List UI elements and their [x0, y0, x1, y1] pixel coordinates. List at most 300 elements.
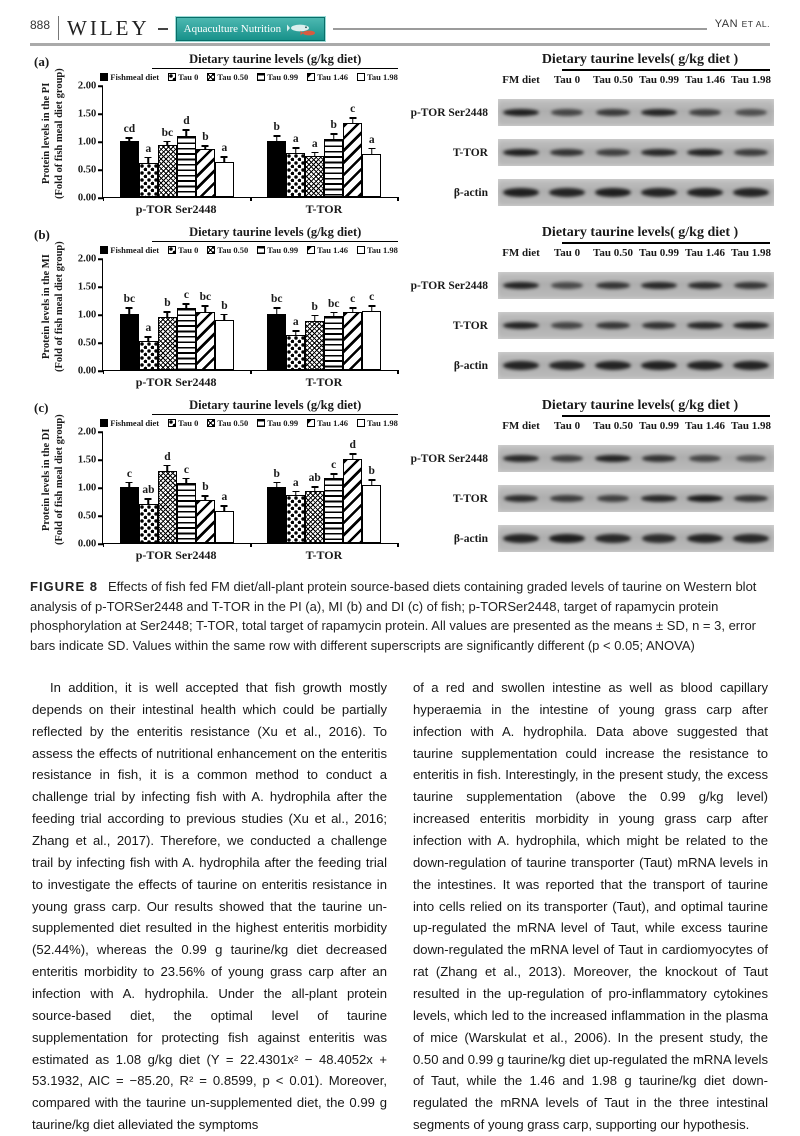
x-category-label: T-TOR [305, 548, 343, 562]
bar-fill [343, 459, 362, 543]
blot-row [402, 485, 782, 512]
error-bar [371, 481, 373, 485]
chart-legend [100, 245, 398, 255]
bar-fill [120, 487, 139, 543]
x-category-label: p-TOR Ser2448 [135, 202, 217, 216]
blot-lane [544, 534, 590, 543]
x-tick-mark [250, 543, 252, 547]
significance-letter: a [368, 133, 375, 146]
blot-band [503, 361, 539, 370]
blot-row [402, 352, 782, 379]
legend-item [257, 72, 298, 82]
error-bar [276, 309, 278, 314]
bar [177, 463, 196, 543]
blot-lane [636, 149, 682, 156]
legend-item [257, 245, 298, 255]
error-bar [186, 479, 188, 482]
blot-title-underline [562, 69, 770, 71]
legend-item [357, 418, 398, 428]
error-bar-cap [183, 478, 190, 480]
error-bar-cap [292, 330, 299, 332]
blot-band [641, 282, 676, 289]
bar-fill [305, 491, 324, 543]
blot-lane [682, 282, 728, 289]
blot-lane [636, 282, 682, 289]
blot-band [689, 109, 722, 116]
error-bar-cap [311, 152, 318, 154]
blot-band [549, 188, 585, 197]
chart-main [66, 398, 404, 563]
blot-band [642, 455, 677, 462]
bar [286, 133, 305, 197]
blot-lane [498, 149, 544, 156]
blot-strip [498, 525, 774, 552]
chart-main [66, 52, 404, 217]
blot-band [734, 149, 767, 156]
bar [305, 137, 324, 197]
legend-label: Tau 1.46 [317, 418, 348, 428]
blot-column-label: Tau 0.50 [593, 420, 633, 432]
blot-strip [498, 179, 774, 206]
blot-band [503, 149, 539, 156]
significance-letter: d [183, 115, 190, 128]
blot-band [503, 455, 538, 462]
blot-column-label: Tau 1.98 [731, 420, 771, 432]
significance-letter: ab [142, 484, 155, 497]
plot-area [77, 253, 398, 377]
blot-band [550, 149, 585, 156]
x-category-label: p-TOR Ser2448 [135, 548, 217, 562]
header-divider [58, 16, 59, 40]
significance-letter: a [292, 476, 299, 489]
bar-group-ttor [251, 439, 398, 543]
bar [139, 142, 158, 197]
error-bar [129, 309, 131, 314]
legend-label: Tau 0.99 [267, 245, 299, 255]
bar-fill [286, 153, 305, 197]
blot-row [402, 525, 782, 552]
bar [158, 297, 177, 370]
bar-fill [158, 145, 177, 197]
blot-band [504, 495, 539, 502]
error-bar-cap [311, 486, 318, 488]
bar-fill [120, 314, 139, 370]
blot-band [595, 455, 631, 462]
blot-band [595, 361, 631, 370]
y-axis-label-line2: (Fold of fish meal diet group) [54, 414, 66, 545]
legend-label: Tau 0.99 [267, 72, 299, 82]
bar-fill [267, 141, 286, 197]
error-bar [276, 137, 278, 141]
blot-lane [590, 534, 636, 543]
blot-band [551, 322, 583, 329]
legend-item [168, 72, 198, 82]
error-bar [224, 315, 226, 320]
significance-letter: b [164, 297, 171, 310]
bar [324, 459, 343, 543]
legend-label: Tau 0 [178, 245, 199, 255]
blot-title-underline [562, 242, 770, 244]
blot-column-label: Tau 0 [553, 74, 581, 86]
bar-fill [177, 136, 196, 197]
error-bar [352, 309, 354, 312]
error-bar [148, 500, 150, 504]
significance-letter: a [145, 322, 152, 335]
blot-band [641, 361, 677, 370]
blot-column-label: Tau 1.98 [731, 74, 771, 86]
blot-band [595, 534, 630, 543]
blot-lane [590, 322, 636, 329]
page-number: 888 [30, 18, 51, 32]
x-tick-mark [250, 197, 252, 201]
bar-fill [267, 487, 286, 543]
legend-item [307, 418, 348, 428]
blot-lane [498, 534, 544, 543]
blot-band [503, 109, 539, 116]
bar [196, 481, 215, 543]
y-tick-mark [98, 85, 103, 87]
panel-label: (a) [34, 54, 50, 69]
error-bar [129, 139, 131, 141]
blot-column-label: FM diet [502, 247, 540, 259]
x-tick-mark [103, 197, 105, 201]
significance-letter: c [369, 291, 375, 304]
body-right-column: of a red and swollen intestine as well as blood capillary hyperaemia in the intestine of young grass carp after infection with A. hydrophila. Data above suggested that taurine supplementation could increase the resistance to enteritis in fish. Interestingly, in the present study, the excess taurine supplementation (above the 0.99 g/kg level) increased enteritis morbidity in young grass carp after infection with A. hydrophila, which might be related to the down-regulation of taurine transporter (Taut) mRNA levels in the intestines. It was reported that the transport of taurine into cells relied on its transporter (Taut), and optimal taurine up-regulated the mRNA level of Taut, while excess taurine down-regulated the mRNA level of Taut in cardiomyocytes of rat (Zhang et al., 2013). Moreover, the knockout of Taut resulted in the up-regulation of pro-inflammatory cytokines levels, which led to the increased inflammation in the plasma of mice (Warskulat et al., 2006). In the present study, the 0.50 and 0.99 g taurine/kg diet up-regulated the mRNA levels of Taut, while the 1.46 and 1.98 g taurine/kg diet down-regulated the mRNA levels of Taut in the three intestinal segments of young grass carp, supporting our hypothesis. [413, 680, 768, 1133]
error-bar [224, 158, 226, 162]
legend-item [307, 245, 348, 255]
blot-lane [498, 322, 544, 329]
bar-fill [324, 316, 343, 370]
x-tick-mark [397, 370, 399, 374]
blot-lane [682, 109, 728, 116]
bar [196, 291, 215, 370]
bar [343, 293, 362, 370]
bar [305, 300, 324, 370]
error-bar-cap [292, 491, 299, 493]
blot-band [596, 322, 630, 329]
header-rule-segment [333, 28, 707, 30]
bar-groups [103, 259, 398, 370]
legend-swatch [100, 419, 108, 427]
significance-letter: c [350, 293, 356, 306]
blot-band [687, 322, 722, 329]
error-bar-cap [349, 307, 356, 309]
bar [177, 289, 196, 370]
y-axis-label-line2: (Fold of fish meal diet group) [54, 68, 66, 199]
bar-group-ptor [103, 289, 250, 370]
bar [139, 484, 158, 543]
error-bar-cap [292, 147, 299, 149]
figure-row-a [26, 50, 782, 217]
blot-row-label: T-TOR [452, 146, 488, 159]
significance-letter: a [292, 316, 299, 329]
blot-band [689, 455, 721, 462]
bar-fill [286, 495, 305, 543]
error-bar-cap [183, 303, 190, 305]
y-tick-label: 0.00 [77, 365, 97, 377]
error-bar-cap [202, 305, 209, 307]
figure-row-c [26, 396, 782, 563]
bar [305, 472, 324, 543]
y-tick-label: 0.50 [77, 510, 97, 522]
bar-fill [196, 149, 215, 197]
x-category-label: p-TOR Ser2448 [135, 375, 217, 389]
error-bar-cap [221, 156, 228, 158]
blot-title: Dietary taurine levels( g/kg diet ) [541, 225, 739, 240]
blot-column-label: Tau 0 [553, 420, 581, 432]
figure-caption-text: Effects of fish fed FM diet/all-plant protein source-based diets containing graded levels of taurine on Western blot analysis of p-TORSer2448 and T-TOR in the PI (a), MI (b) and DI (c) of fish; p-TORSer2448, target of rapamycin protein phosphorylation at Ser2448; T-TOR, total target of rapamycin protein. All values are presented as the means ± SD, n = 3, error bars indicate SD. Values within the same row with different superscripts are significantly different (p < 0.05; ANOVA) [30, 579, 757, 653]
legend-swatch [207, 246, 215, 254]
blot-band [549, 361, 584, 370]
bar-fill [215, 511, 234, 543]
legend-item [168, 245, 198, 255]
blot-lane [682, 322, 728, 329]
y-tick-label: 0.00 [77, 192, 97, 204]
blot-lane [636, 188, 682, 197]
error-bar [205, 497, 207, 500]
blot-lane [636, 109, 682, 116]
panel-label: (b) [34, 227, 50, 242]
bar [120, 123, 139, 197]
legend-label: Tau 0 [178, 418, 199, 428]
plot-area [77, 426, 398, 550]
blot-lane [728, 455, 774, 462]
bar [158, 126, 177, 197]
error-bar [352, 455, 354, 459]
y-axis-label-line2: (Fold of fish meal diet group) [54, 241, 66, 372]
blot-row [402, 272, 782, 299]
blot-row-label: T-TOR [452, 319, 488, 332]
error-bar-cap [311, 315, 318, 317]
blot-row [402, 312, 782, 339]
significance-letter: bc [199, 291, 212, 304]
blot-column-label: Tau 0.50 [593, 74, 633, 86]
y-tick-mark [98, 113, 103, 115]
bar-group-ptor [103, 115, 250, 197]
error-bar-cap [273, 135, 280, 137]
blot-lane [590, 495, 636, 502]
blot-lane [544, 455, 590, 462]
significance-letter: c [183, 289, 189, 301]
bar-group-ptor [103, 450, 250, 543]
significance-letter: c [350, 103, 356, 116]
blot-band [551, 455, 584, 462]
figure-row-b [26, 223, 782, 390]
significance-letter: b [273, 121, 280, 134]
legend-item [207, 418, 248, 428]
running-head: YAN ET AL. [714, 18, 770, 30]
error-bar-cap [164, 311, 171, 313]
y-tick-label: 2.00 [77, 426, 97, 438]
error-bar [333, 475, 335, 478]
significance-letter: c [183, 463, 189, 476]
blot-lane [544, 149, 590, 156]
error-bar-cap [349, 453, 356, 455]
blot-strip [498, 272, 774, 299]
blot-column-label: Tau 0.50 [593, 247, 633, 259]
blot-column-label: Tau 0.99 [639, 420, 679, 432]
legend-item [207, 72, 248, 82]
legend-label: Fishmeal diet [110, 72, 160, 82]
legend-item [100, 72, 159, 82]
error-bar [167, 466, 169, 471]
blot-lane [544, 282, 590, 289]
legend-label: Tau 0.99 [267, 418, 299, 428]
error-bar [205, 147, 207, 150]
bar-group-ttor [251, 291, 398, 370]
bar [215, 142, 234, 197]
blot-strip [498, 352, 774, 379]
blot-band [641, 495, 676, 502]
bar-fill [343, 312, 362, 370]
bar-fill [158, 471, 177, 543]
error-bar-cap [164, 465, 171, 467]
error-bar-cap [330, 133, 337, 135]
blot-band [687, 495, 724, 502]
bar [267, 121, 286, 197]
blot-lane [544, 188, 590, 197]
blot-row-label: T-TOR [452, 492, 488, 505]
bar [286, 316, 305, 370]
blot-row-label: p-TOR Ser2448 [410, 279, 488, 292]
error-bar-cap [164, 141, 171, 143]
blot-band [733, 322, 769, 329]
error-bar [371, 149, 373, 153]
legend-swatch [168, 419, 176, 427]
blot-column-label: Tau 1.46 [685, 420, 725, 432]
error-bar-cap [202, 495, 209, 497]
legend-label: Fishmeal diet [110, 245, 160, 255]
blot-band [641, 149, 676, 156]
y-tick-mark [98, 515, 103, 517]
bar-fill [343, 123, 362, 197]
bar-fill [120, 141, 139, 197]
legend-label: Fishmeal diet [110, 418, 160, 428]
error-bar [186, 131, 188, 136]
y-tick-label: 2.00 [77, 253, 97, 265]
legend-label: Tau 1.98 [367, 418, 398, 428]
blot-lane [544, 322, 590, 329]
error-bar-cap [126, 482, 133, 484]
blot-lane [498, 282, 544, 289]
panel-label: (c) [34, 400, 49, 415]
blot-title-underline [562, 415, 770, 417]
bar-fill [324, 478, 343, 543]
legend-label: Tau 0.50 [217, 72, 249, 82]
significance-letter: c [126, 467, 132, 480]
blot-lane [544, 495, 590, 502]
blot-strip [498, 99, 774, 126]
legend-label: Tau 1.46 [317, 72, 348, 82]
y-tick-mark [98, 141, 103, 143]
blot-title: Dietary taurine levels( g/kg diet ) [541, 52, 739, 67]
legend-swatch [307, 246, 315, 254]
blot-row [402, 99, 782, 126]
significance-letter: cd [123, 123, 136, 136]
blot-lane [544, 109, 590, 116]
journal-badge [176, 17, 325, 41]
chart-legend [100, 72, 398, 82]
bar [343, 439, 362, 543]
legend-item [100, 245, 159, 255]
blot-band [734, 495, 768, 502]
blot-band [733, 188, 768, 197]
figure-caption-label: FIGURE 8 [30, 579, 98, 594]
y-tick-label: 1.50 [77, 454, 97, 466]
y-tick-label: 1.00 [77, 136, 97, 148]
blot-column-labels [498, 247, 782, 259]
error-bar-cap [221, 314, 228, 316]
blot-column-labels [498, 74, 782, 86]
y-tick-mark [98, 314, 103, 316]
y-tick-label: 2.00 [77, 80, 97, 92]
error-bar-cap [330, 312, 337, 314]
chart-title: Dietary taurine levels (g/kg diet) [152, 52, 397, 69]
legend-swatch [357, 246, 365, 254]
error-bar [295, 492, 297, 495]
blot-lane [682, 455, 728, 462]
error-bar-cap [330, 473, 337, 475]
blot-lane [498, 495, 544, 502]
legend-item [207, 245, 248, 255]
blot-lane [544, 361, 590, 370]
blot-lane [590, 188, 636, 197]
blot-band [596, 109, 630, 116]
blot-band [503, 534, 539, 543]
significance-letter: b [368, 465, 375, 478]
bar-fill [286, 335, 305, 370]
bar [343, 103, 362, 197]
error-bar-cap [145, 336, 152, 338]
significance-letter: bc [161, 126, 174, 139]
significance-letter: bc [327, 297, 340, 310]
blot-band [503, 188, 539, 197]
error-bar-cap [273, 482, 280, 484]
bar-fill [139, 504, 158, 543]
legend-label: Tau 1.98 [367, 245, 398, 255]
bar-fill [196, 500, 215, 543]
blot-band [503, 282, 539, 289]
bar [286, 476, 305, 543]
legend-item [307, 72, 348, 82]
x-tick-mark [103, 370, 105, 374]
bar-fill [362, 154, 381, 197]
error-bar [224, 507, 226, 511]
blot-row [402, 445, 782, 472]
y-tick-mark [98, 459, 103, 461]
western-blot-panel-b [402, 223, 782, 390]
blot-lane [636, 495, 682, 502]
blot-lane [728, 322, 774, 329]
blot-lane [636, 322, 682, 329]
legend-swatch [257, 246, 265, 254]
legend-label: Tau 1.46 [317, 245, 348, 255]
legend-swatch [168, 246, 176, 254]
chart-title: Dietary taurine levels (g/kg diet) [152, 225, 397, 242]
blot-column-label: Tau 0.99 [639, 74, 679, 86]
bar-fill [305, 321, 324, 370]
bar [267, 293, 286, 370]
blot-lane [590, 282, 636, 289]
blot-row-label: β-actin [453, 359, 488, 372]
blot-column-labels [498, 420, 782, 432]
blot-band [595, 188, 631, 197]
significance-letter: b [330, 119, 337, 132]
blot-band [549, 534, 585, 543]
legend-item [257, 418, 298, 428]
bar-fill [324, 139, 343, 197]
page-header [0, 0, 800, 41]
